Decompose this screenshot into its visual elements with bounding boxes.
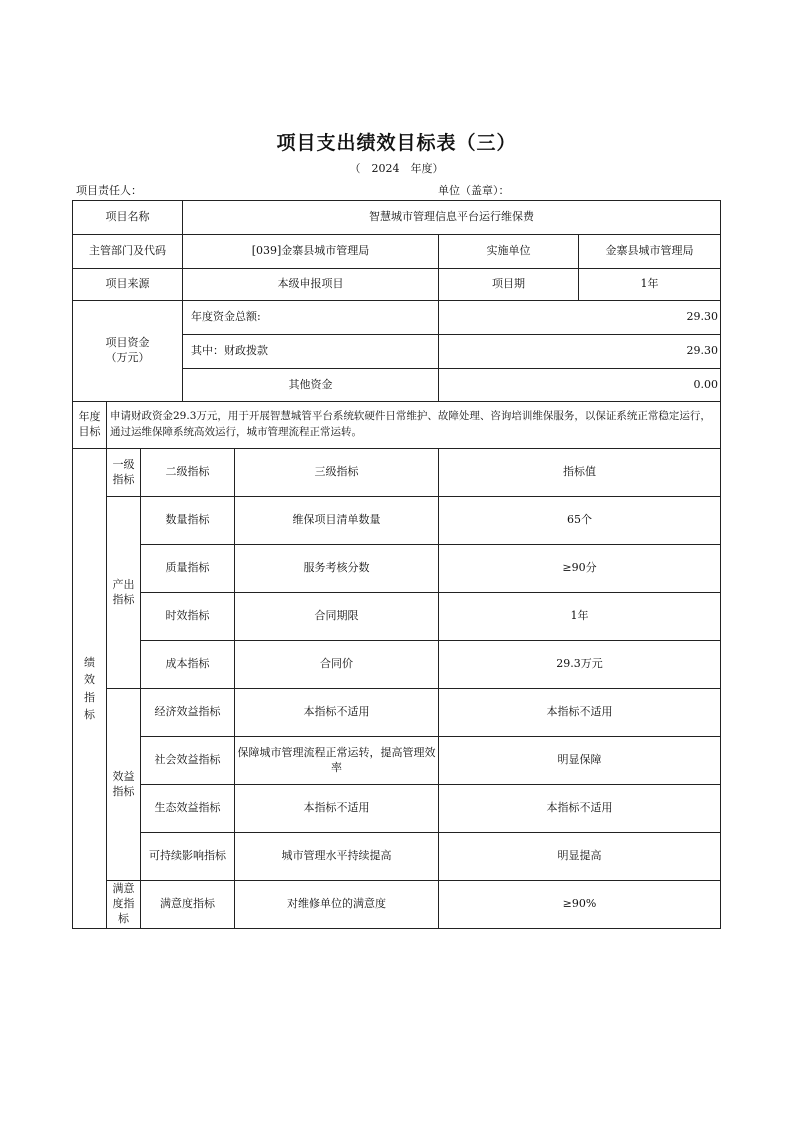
funds-other-value: 0.00 — [439, 369, 721, 402]
responsible-label: 项目责任人： — [76, 184, 142, 197]
value-cell: 29.3万元 — [439, 641, 721, 689]
period-value: 1年 — [579, 269, 721, 301]
level2-cell: 生态效益指标 — [141, 785, 235, 833]
implementing-unit-label: 实施单位 — [439, 235, 579, 269]
source-label: 项目来源 — [73, 269, 183, 301]
table-row — [73, 497, 721, 545]
perf-char-4: 标 — [84, 707, 95, 721]
perf-char-3: 指 — [84, 690, 95, 704]
period-label: 项目期 — [439, 269, 579, 301]
level3-header: 三级指标 — [235, 449, 439, 497]
level2-cell: 时效指标 — [141, 593, 235, 641]
funds-total-value: 29.30 — [439, 301, 721, 335]
value-cell: ≥90% — [439, 881, 721, 929]
table-row — [73, 737, 721, 785]
output-indicator-label — [107, 497, 141, 689]
source-row — [73, 269, 721, 301]
project-name-value: 智慧城市管理信息平台运行维保费 — [183, 201, 721, 235]
benefit-label-line2: 指标 — [112, 784, 135, 798]
level2-cell: 数量指标 — [141, 497, 235, 545]
table-row — [73, 689, 721, 737]
table-row — [73, 641, 721, 689]
satisfaction-label-line3: 标 — [118, 911, 129, 925]
value-cell: 本指标不适用 — [439, 689, 721, 737]
level3-cell: 保障城市管理流程正常运转，提高管理效率 — [235, 737, 439, 785]
value-cell: 明显保障 — [439, 737, 721, 785]
project-name-row — [73, 201, 721, 235]
value-cell: 明显提高 — [439, 833, 721, 881]
level3-cell: 本指标不适用 — [235, 785, 439, 833]
table-row — [73, 881, 721, 929]
performance-table — [72, 200, 721, 929]
level2-header: 二级指标 — [141, 449, 235, 497]
output-label-line2: 指标 — [112, 592, 135, 606]
table-row — [73, 593, 721, 641]
funds-total-row — [73, 301, 721, 335]
goal-label — [73, 402, 107, 449]
value-cell: ≥90分 — [439, 545, 721, 593]
funds-label — [73, 301, 183, 402]
value-cell: 本指标不适用 — [439, 785, 721, 833]
level3-cell: 合同期限 — [235, 593, 439, 641]
level1-header — [107, 449, 141, 497]
satisfaction-indicator-label — [107, 881, 141, 929]
year-line: （ 2024 年度） — [349, 162, 444, 175]
level2-cell: 质量指标 — [141, 545, 235, 593]
project-name-label: 项目名称 — [73, 201, 183, 235]
output-label-line1: 产出 — [112, 577, 135, 591]
level2-cell: 成本指标 — [141, 641, 235, 689]
funds-fiscal-label: 其中：财政拨款 — [183, 335, 439, 369]
performance-indicator-label — [73, 449, 107, 929]
table-row — [73, 833, 721, 881]
source-value: 本级申报项目 — [183, 269, 439, 301]
satisfaction-label-line2: 度指 — [112, 897, 135, 911]
unit-label: 单位（盖章）： — [438, 184, 510, 197]
goal-label-line2: 目标 — [78, 425, 101, 438]
funds-label-line2: （万元） — [105, 351, 150, 364]
department-row — [73, 235, 721, 269]
perf-char-1: 绩 — [84, 656, 95, 670]
indicator-header-row — [73, 449, 721, 497]
value-header: 指标值 — [439, 449, 721, 497]
benefit-label-line1: 效益 — [112, 769, 135, 783]
implementing-unit-value: 金寨县城市管理局 — [579, 235, 721, 269]
funds-fiscal-value: 29.30 — [439, 335, 721, 369]
funds-label-line1: 项目资金 — [105, 336, 150, 350]
level2-cell: 经济效益指标 — [141, 689, 235, 737]
level2-cell: 满意度指标 — [141, 881, 235, 929]
benefit-indicator-label — [107, 689, 141, 881]
goal-text: 申请财政资金29.3万元，用于开展智慧城管平台系统软硬件日常维护、故障处理、咨询培训维保服务，以保证系统正常稳定运行，通过运维保障系统高效运行，城市管理流程正常运转。 — [107, 402, 721, 449]
level2-cell: 社会效益指标 — [141, 737, 235, 785]
value-cell: 65个 — [439, 497, 721, 545]
department-label: 主管部门及代码 — [73, 235, 183, 269]
perf-char-2: 效 — [84, 673, 95, 687]
level3-cell: 对维修单位的满意度 — [235, 881, 439, 929]
table-row — [73, 545, 721, 593]
funds-other-label: 其他资金 — [183, 369, 439, 402]
level3-cell: 维保项目清单数量 — [235, 497, 439, 545]
level3-cell: 本指标不适用 — [235, 689, 439, 737]
level2-cell: 可持续影响指标 — [141, 833, 235, 881]
page-title: 项目支出绩效目标表（三） — [276, 132, 517, 154]
department-value: [039]金寨县城市管理局 — [183, 235, 439, 269]
level3-cell: 城市管理水平持续提高 — [235, 833, 439, 881]
level1-header-line1: 一级 — [112, 457, 135, 471]
goal-row — [73, 402, 721, 449]
table-row — [73, 785, 721, 833]
level1-header-line2: 指标 — [112, 472, 135, 486]
level3-cell: 合同价 — [235, 641, 439, 689]
goal-label-line1: 年度 — [78, 410, 101, 424]
funds-total-label: 年度资金总额: — [183, 301, 439, 335]
value-cell: 1年 — [439, 593, 721, 641]
level3-cell: 服务考核分数 — [235, 545, 439, 593]
satisfaction-label-line1: 满意 — [112, 882, 135, 896]
